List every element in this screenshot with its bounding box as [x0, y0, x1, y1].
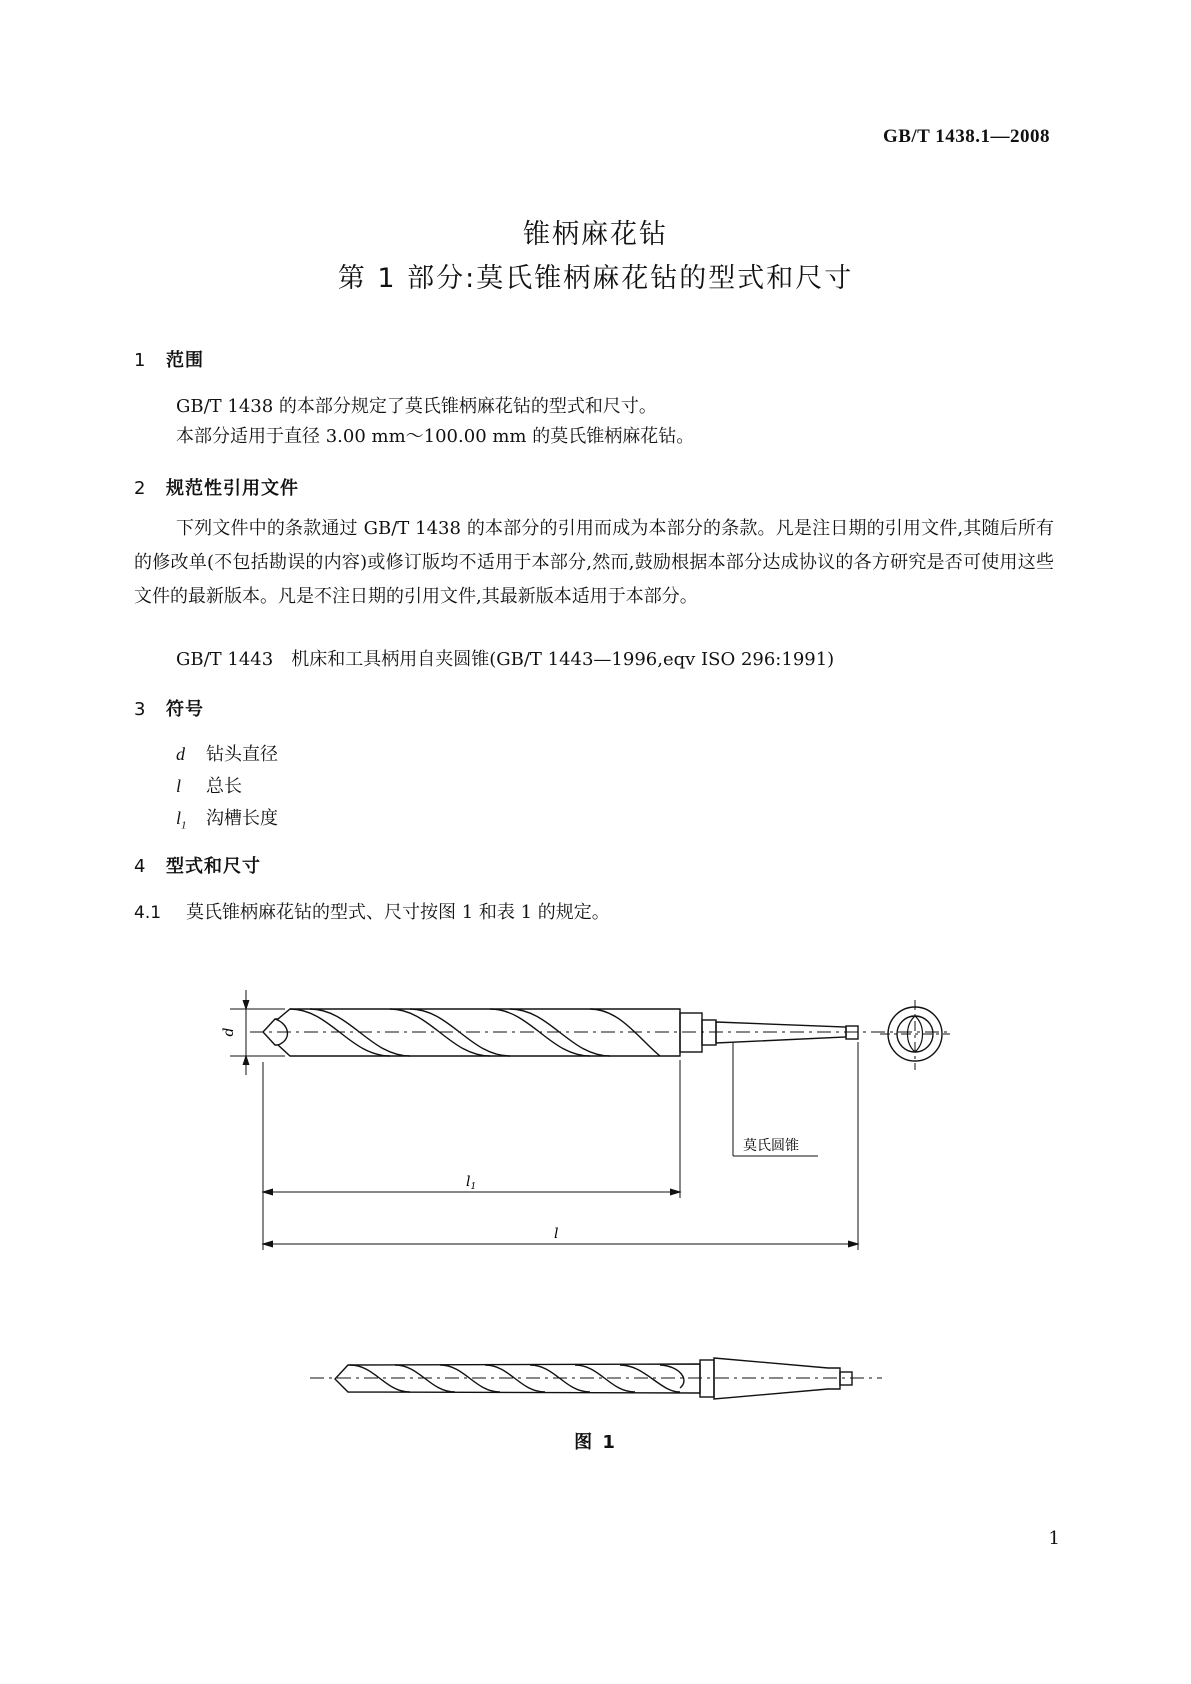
symbol-desc: 钻头直径 — [206, 744, 278, 765]
label-l1: $l_1$ — [466, 1174, 477, 1192]
symbol-desc: 沟槽长度 — [206, 808, 278, 829]
symbol-desc: 总长 — [206, 776, 242, 797]
figure-caption: 图 1 — [574, 1432, 617, 1453]
label-morse-taper: 莫氏圆锥 — [743, 1138, 799, 1154]
section-title: 型式和尺寸 — [166, 856, 261, 877]
clause-number: 4.1 — [134, 903, 162, 923]
symbol: d — [176, 744, 185, 764]
label-d: d — [221, 1027, 237, 1037]
section-title: 符号 — [166, 699, 204, 720]
paragraph: GB/T 1438 的本部分规定了莫氏锥柄麻花钻的型式和尺寸。 — [176, 396, 657, 417]
title-main: 锥柄麻花钻 — [523, 219, 668, 250]
title-sub: 第 1 部分:莫氏锥柄麻花钻的型式和尺寸 — [337, 263, 854, 294]
normative-reference: GB/T 1443 机床和工具柄用自夹圆锥(GB/T 1443—1996,eqv ISO 296:1991) — [176, 649, 835, 670]
section-number: 2 — [134, 478, 147, 499]
drill-end-view — [880, 1000, 950, 1070]
paragraph: 本部分适用于直径 3.00 mm～100.00 mm 的莫氏锥柄麻花钻。 — [176, 426, 695, 447]
paragraph: 下列文件中的条款通过 GB/T 1438 的本部分的引用而成为本部分的条款。凡是注日期的引用文件,其随后所有的修改单(不包括勘误的内容)或修订版均不适用于本部分,然而,鼓励根据本部分达成协议的各方研究是否可使用这些文件的最新版本。凡是不注日期的引用文件,其最新版本适用于本部分。 — [134, 518, 1054, 607]
page-number: 1 — [1048, 1528, 1060, 1549]
clause-text: 莫氏锥柄麻花钻的型式、尺寸按图 1 和表 1 的规定。 — [186, 902, 610, 923]
section-title: 范围 — [166, 350, 204, 371]
label-l: l — [554, 1226, 559, 1242]
symbol: $l_1$ — [176, 808, 187, 832]
standard-number: GB/T 1438.1—2008 — [882, 126, 1050, 147]
section-number: 1 — [134, 350, 147, 371]
symbol: l — [176, 776, 182, 796]
section-number: 4 — [134, 856, 147, 877]
section-title: 规范性引用文件 — [166, 478, 299, 499]
section-number: 3 — [134, 699, 147, 720]
